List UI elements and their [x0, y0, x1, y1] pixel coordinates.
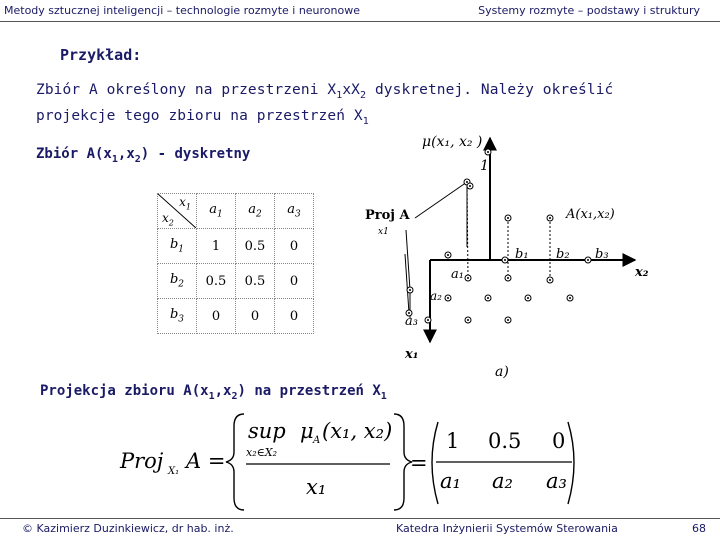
example-label: Przykład:: [60, 46, 142, 64]
left-brace: [226, 414, 244, 510]
header-left-title: Metody sztucznej inteligencji – technologie rozmyte i neuronowe: [4, 4, 361, 17]
formula-mu: μ: [300, 419, 314, 443]
footer-department: Katedra Inżynierii Systemów Sterowania: [396, 522, 618, 535]
footer-divider: [0, 518, 720, 519]
formula-lhs-rhs: A =: [186, 449, 226, 473]
x1-axis-label: x₁: [405, 347, 419, 362]
table-row: [158, 229, 314, 264]
left-paren: [432, 422, 438, 504]
table-header-row: [158, 194, 314, 229]
top-value-2: 0.5: [488, 429, 522, 453]
formula-lhs: Proj: [120, 449, 164, 473]
table-cell: 0.5: [236, 229, 275, 264]
table-cell: 0.5: [236, 264, 275, 299]
table-cell: 1: [197, 229, 236, 264]
x2-axis-label: x₂: [635, 265, 649, 280]
table-cell: 0: [275, 229, 314, 264]
row-header-b3: $b_3$: [158, 299, 197, 334]
projection-heading: Projekcja zbioru $A(x_1,x_2)$ na przestrzeń $X_1$: [40, 383, 387, 402]
column-header-a3: $a_3$: [275, 194, 314, 229]
table-row: [158, 299, 314, 334]
projection-formula: [110, 408, 580, 512]
proj-label: Proj A: [365, 208, 410, 223]
formula-sup-sub: x₂∈X₂: [246, 446, 277, 459]
formula-mu-sub: A: [313, 435, 321, 446]
bottom-value-2: a₂: [492, 469, 513, 493]
membership-graph: [360, 130, 700, 380]
figure-caption: a): [495, 364, 509, 380]
table-row: [158, 264, 314, 299]
column-header-a2: $a_2$: [236, 194, 275, 229]
table-cell: 0: [275, 264, 314, 299]
b1-label: b₁: [515, 247, 529, 262]
mu-axis-label: μ(x₁, x₂ ): [422, 134, 483, 150]
a2-label: a₂: [430, 289, 442, 303]
formula-denominator: x₁: [306, 475, 327, 499]
table-cell: 0: [197, 299, 236, 334]
membership-table: [157, 193, 314, 334]
bottom-value-1: a₁: [440, 469, 461, 493]
one-tick-label: 1: [480, 158, 489, 174]
table-cell: 0.5: [197, 264, 236, 299]
right-paren: [568, 422, 574, 504]
footer-author: © Kazimierz Duzinkiewicz, dr hab. inż.: [22, 522, 234, 535]
table-cell: 0: [236, 299, 275, 334]
formula-equals: =: [410, 451, 428, 475]
formula-sup: sup: [248, 419, 286, 443]
a1-label: a₁: [451, 267, 464, 282]
row-header-b1: $b_1$: [158, 229, 197, 264]
b3-label: b₃: [595, 247, 609, 262]
formula-mu-args: (x₁, x₂): [322, 419, 393, 443]
drop-lines: [467, 182, 550, 280]
discrete-set-heading: Zbiór $A(x_1,x_2)$ - dyskretny: [36, 146, 251, 165]
set-label: A(x₁,x₂): [566, 207, 615, 222]
header-right-title: Systemy rozmyte – podstawy i struktury: [478, 4, 700, 17]
problem-paragraph: [36, 80, 686, 132]
bottom-value-3: a₃: [546, 469, 567, 493]
b2-label: b₂: [556, 247, 570, 262]
page-number: 68: [692, 522, 706, 535]
paragraph-line-1: Zbiór A określony na przestrzeni $X_1xX_2$ dyskretnej. Należy określić: [36, 82, 614, 101]
table-cell: 0: [275, 299, 314, 334]
axes: [430, 138, 635, 342]
proj-sub-label: x1: [378, 227, 389, 237]
paragraph-line-2: projekcje tego zbioru na przestrzeń $X_1$: [36, 107, 369, 127]
top-value-1: 1: [446, 429, 460, 453]
table-corner-cell: $x_1$ $x_2$: [158, 194, 197, 229]
header-divider: [0, 21, 720, 22]
row-header-b2: $b_2$: [158, 264, 197, 299]
top-value-3: 0: [552, 429, 566, 453]
column-header-a1: $a_1$: [197, 194, 236, 229]
a3-label: a₃: [405, 314, 418, 329]
formula-lhs-sub: X₁: [168, 466, 180, 477]
